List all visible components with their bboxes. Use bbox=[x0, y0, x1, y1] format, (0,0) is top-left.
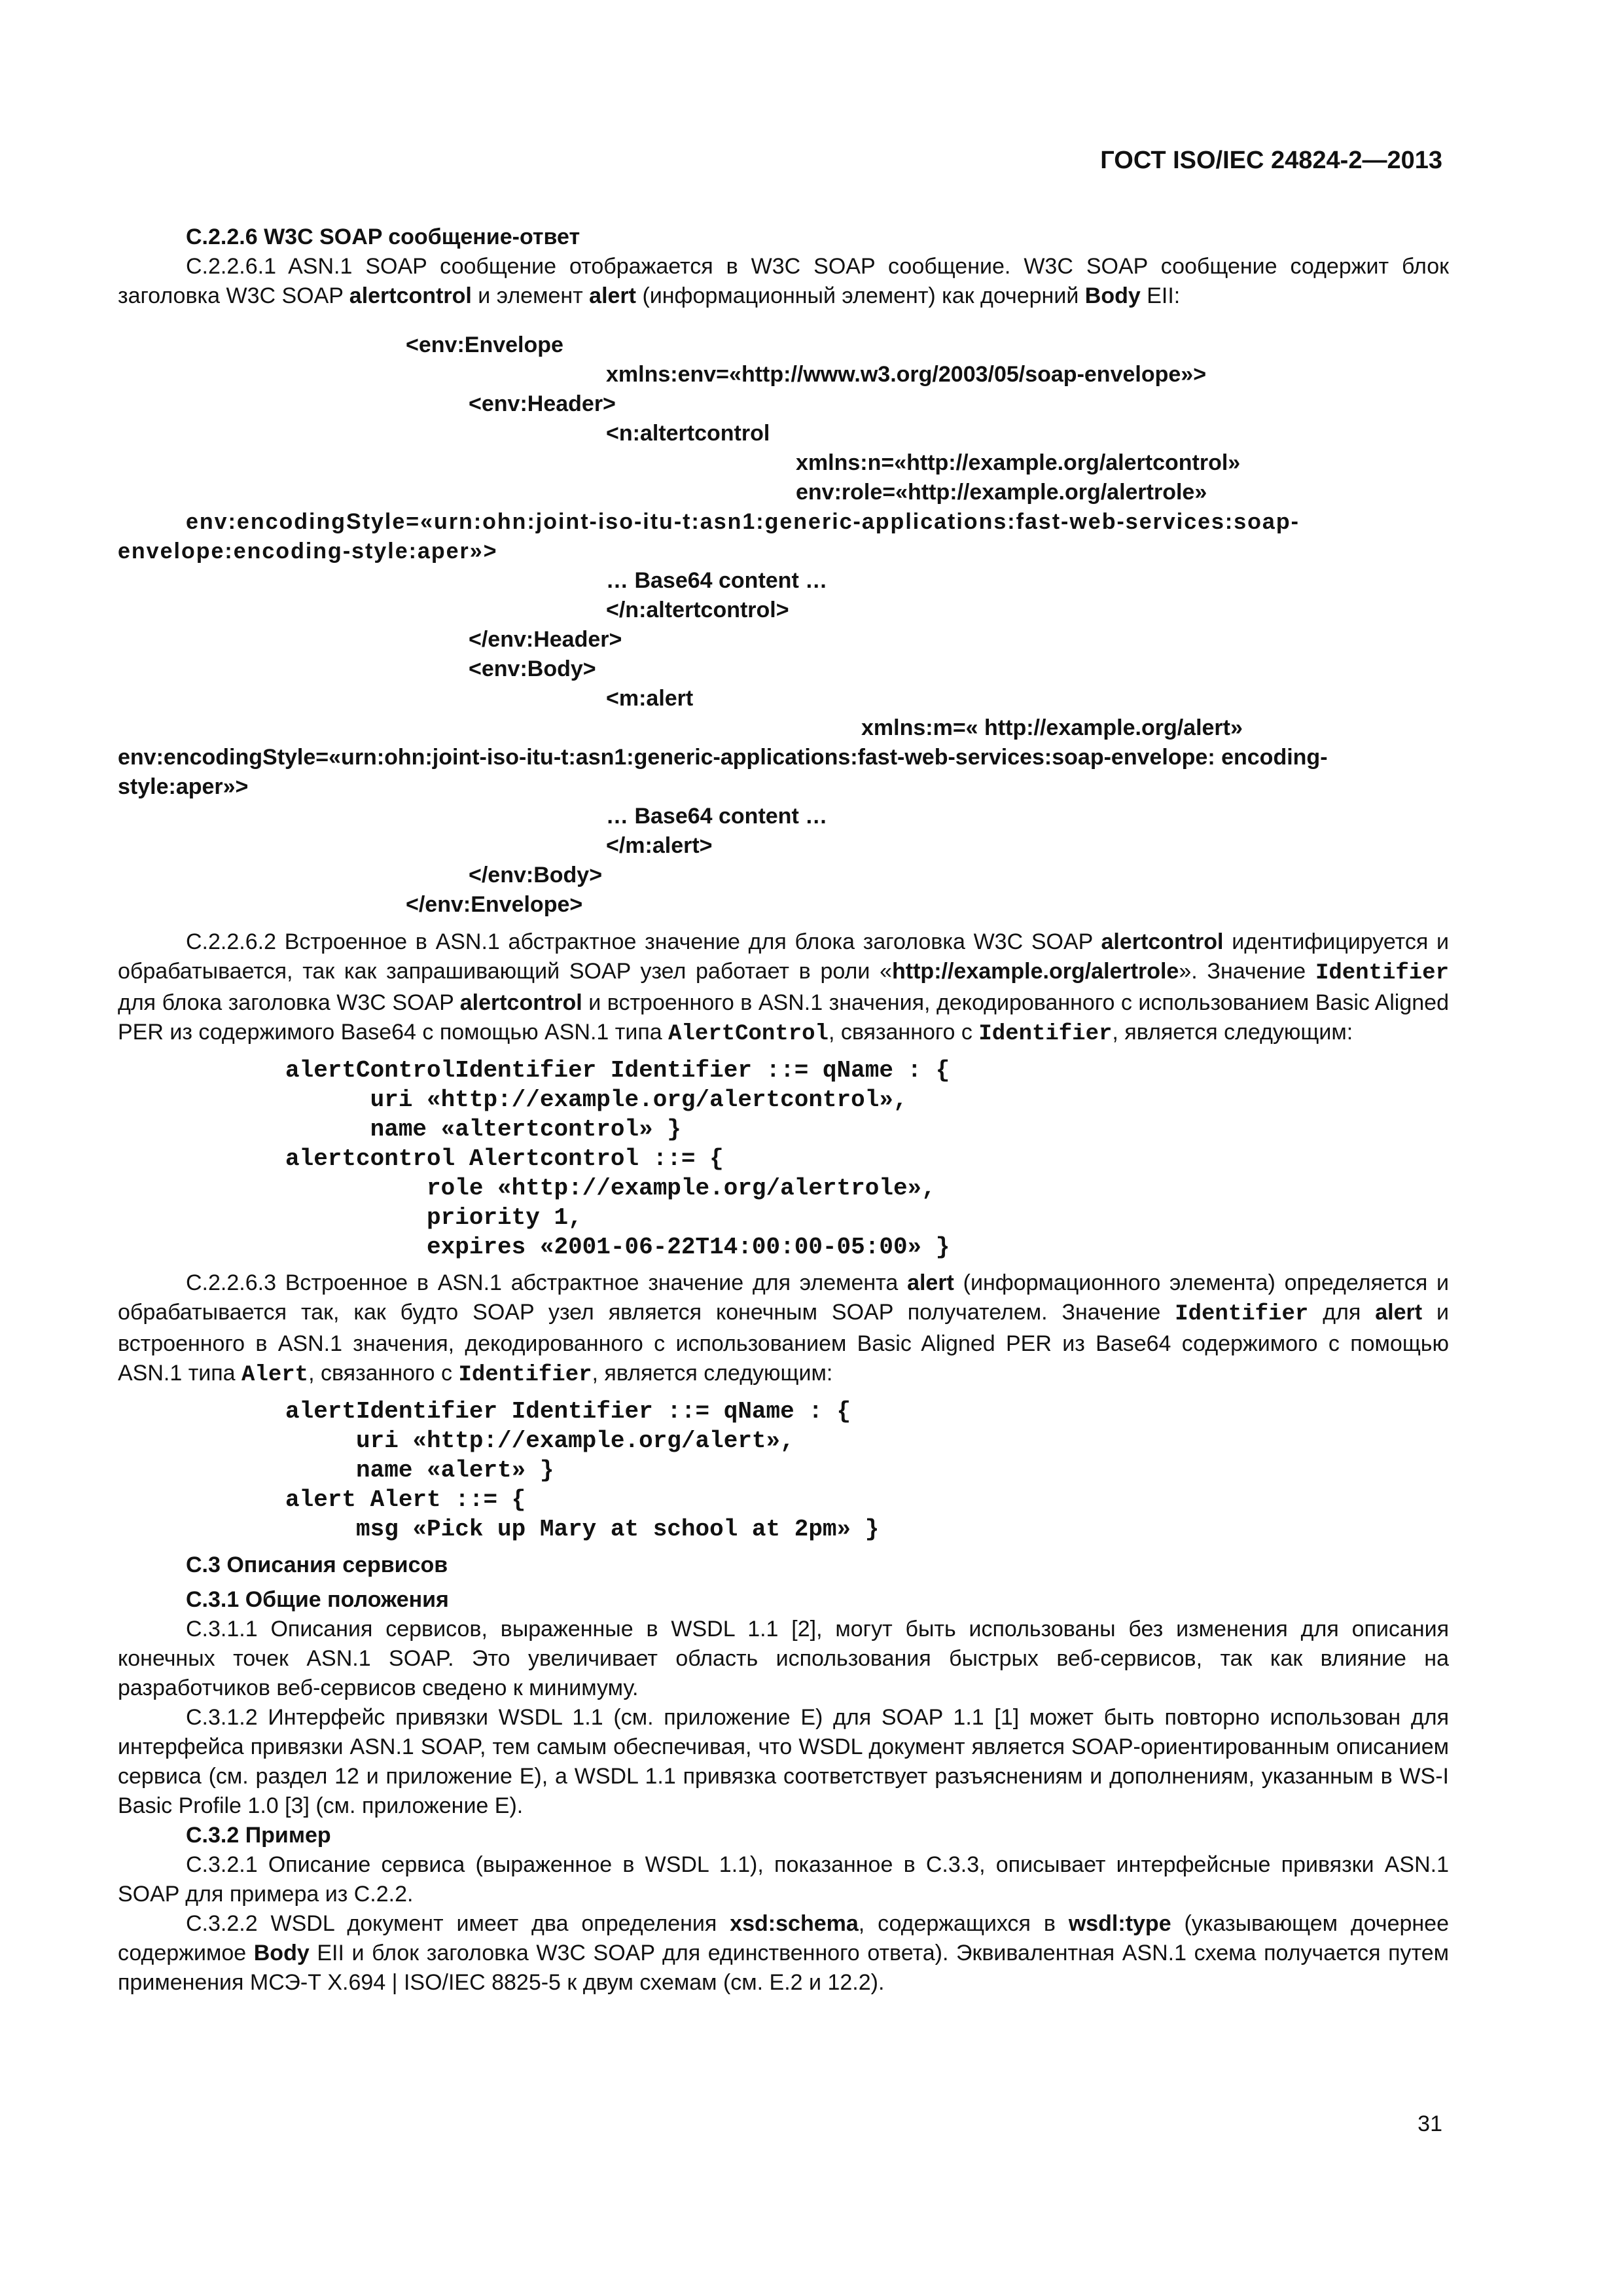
paragraph-c321 bbox=[118, 1850, 1449, 1909]
xml-line: </env:Envelope> bbox=[406, 892, 583, 917]
xml-line: xmlns:m=« http://example.org/alert» bbox=[861, 715, 1243, 740]
bold-term: wsdl:type bbox=[1068, 1911, 1171, 1936]
xml-line: </m:alert> bbox=[606, 833, 713, 858]
text-run: С.3.2.1 Описание сервиса (выраженное в WSDL 1.1), показанное в С.3.3, описывает интерфейсные привязки ASN.1 SOAP для примера из С.2.2. bbox=[118, 1852, 1449, 1907]
text-run: для bbox=[1308, 1300, 1376, 1325]
text-run: C.2.2.6.1 ASN.1 SOAP сообщение отображается в W3C SOAP сообщение. W3C SOAP сообщение содержит блок заголовка W3C SOAP bbox=[118, 254, 1449, 308]
xml-line: env:encodingStyle=«urn:ohn:joint-iso-itu-t:asn1:generic-applications:fast-web-services:soap-envelope: encoding-style:aper»> bbox=[118, 745, 1328, 799]
text-run: идентифицируется и обрабатывается, так как запрашивающий SOAP узел работает в роли « bbox=[118, 929, 1449, 984]
bold-term: xsd:schema bbox=[730, 1911, 859, 1936]
xml-line: xmlns:env=«http://www.w3.org/2003/05/soap-envelope»> bbox=[606, 362, 1207, 387]
paragraph-c312 bbox=[118, 1703, 1449, 1821]
xml-line: xmlns:n=«http://example.org/alertcontrol» bbox=[796, 450, 1241, 475]
text-run: C.2.2.6.3 Встроенное в ASN.1 абстрактное значение для элемента bbox=[186, 1270, 908, 1295]
paragraph-c311 bbox=[118, 1615, 1449, 1703]
text-run: и встроенного в ASN.1 значения, декодированного с использованием Basic Aligned PER из Base64 содержимого с помощью ASN.1 типа bbox=[118, 1300, 1449, 1386]
asn1-value-alertcontrol bbox=[118, 1056, 1449, 1262]
code-line: name «altertcontrol» } bbox=[285, 1116, 681, 1143]
code-term: AlertControl bbox=[668, 1022, 829, 1047]
code-line: uri «http://example.org/alertcontrol», bbox=[285, 1086, 908, 1113]
xml-line: </n:altertcontrol> bbox=[606, 598, 789, 622]
page-number: 31 bbox=[1418, 2111, 1442, 2136]
code-term: Identifier bbox=[1315, 961, 1449, 986]
code-term: Alert bbox=[241, 1363, 309, 1388]
bold-term: alert bbox=[1375, 1300, 1423, 1325]
text-run: (информационный элемент) как дочерний bbox=[636, 283, 1085, 308]
bold-term: Body bbox=[1084, 283, 1141, 308]
text-run: для блока заголовка W3C SOAP bbox=[118, 990, 460, 1015]
code-line: priority 1, bbox=[285, 1204, 582, 1231]
text-run: C.2.2.6.2 Встроенное в ASN.1 абстрактное значение для блока заголовка W3C SOAP bbox=[186, 929, 1101, 954]
text-run: EII: bbox=[1140, 283, 1181, 308]
xml-line: <env:Header> bbox=[469, 391, 616, 416]
text-run: , содержащихся в bbox=[858, 1911, 1069, 1936]
xml-line: </env:Header> bbox=[469, 627, 622, 652]
text-run: , является следующим: bbox=[1112, 1020, 1353, 1045]
code-line: alertcontrol Alertcontrol ::= { bbox=[285, 1145, 724, 1172]
text-run: С.3.1.1 Описания сервисов, выраженные в WSDL 1.1 [2], могут быть использованы без изменения для описания конечных точек ASN.1 SOAP. Это увеличивает область использования быстрых веб-сервисов, так как влияние на разработчиков веб-сервисов сведено к минимуму. bbox=[118, 1617, 1449, 1700]
xml-example-envelope bbox=[118, 331, 1449, 920]
paragraph-c322 bbox=[118, 1909, 1449, 1998]
text-run: (указывающем дочернее содержимое bbox=[118, 1911, 1450, 1965]
paragraph-c2261 bbox=[118, 252, 1449, 311]
section-heading-c226: С.2.2.6 W3C SOAP сообщение-ответ bbox=[186, 224, 580, 249]
code-line: name «alert» } bbox=[285, 1457, 554, 1484]
code-term: Identifier bbox=[978, 1022, 1113, 1047]
bold-term: Body bbox=[253, 1941, 310, 1965]
xml-line: <env:Envelope bbox=[406, 332, 563, 357]
xml-line: env:role=«http://example.org/alertrole» bbox=[796, 480, 1207, 505]
xml-line: … Base64 content … bbox=[606, 804, 828, 829]
code-line: uri «http://example.org/alert», bbox=[285, 1427, 794, 1454]
section-heading-c3: С.3 Описания сервисов bbox=[186, 1552, 448, 1577]
xml-line: env:encodingStyle=«urn:ohn:joint-iso-itu-t:asn1:generic-applications:fast-web-services:soap-envelope:encoding-style:aper»> bbox=[118, 509, 1300, 564]
code-term: Identifier bbox=[1175, 1302, 1309, 1327]
paragraph-c2262 bbox=[118, 927, 1449, 1049]
code-line: msg «Pick up Mary at school at 2pm» } bbox=[285, 1516, 880, 1543]
text-run: , связанного с bbox=[828, 1020, 979, 1045]
code-term: Identifier bbox=[458, 1363, 592, 1388]
xml-line: </env:Body> bbox=[469, 863, 603, 888]
xml-line: … Base64 content … bbox=[606, 568, 828, 593]
bold-term: http://example.org/alertrole bbox=[892, 959, 1179, 984]
page-body bbox=[118, 223, 1449, 1998]
section-heading-c32: С.3.2 Пример bbox=[186, 1823, 331, 1848]
text-run: (информационного элемента) определяется и обрабатывается так, как будто SOAP узел является конечным SOAP получателем. Значение bbox=[118, 1270, 1450, 1325]
xml-line: <m:alert bbox=[606, 686, 694, 711]
paragraph-c2263 bbox=[118, 1268, 1449, 1390]
xml-line: <env:Body> bbox=[469, 656, 596, 681]
text-run: и встроенного в ASN.1 значения, декодированного с использованием Basic Aligned PER из содержимого Base64 с помощью ASN.1 типа bbox=[118, 990, 1449, 1045]
code-line: alertControlIdentifier Identifier ::= qName : { bbox=[285, 1057, 950, 1084]
bold-term: alert bbox=[589, 283, 636, 308]
text-run: , является следующим: bbox=[592, 1361, 833, 1386]
text-run: , связанного с bbox=[308, 1361, 459, 1386]
code-line: role «http://example.org/alertrole», bbox=[285, 1175, 936, 1202]
section-heading-c31: С.3.1 Общие положения bbox=[186, 1587, 449, 1612]
bold-term: alertcontrol bbox=[459, 990, 582, 1015]
text-run: и элемент bbox=[471, 283, 590, 308]
code-line: expires «2001-06-22T14:00:00-05:00» } bbox=[285, 1234, 950, 1261]
bold-term: alert bbox=[907, 1270, 954, 1295]
document-header-standard-number: ГОСТ ISO/IEC 24824-2—2013 bbox=[1100, 147, 1442, 174]
text-run: ». Значение bbox=[1179, 959, 1315, 984]
bold-term: alertcontrol bbox=[1101, 929, 1224, 954]
code-line: alertIdentifier Identifier ::= qName : { bbox=[285, 1398, 851, 1425]
text-run: С.3.1.2 Интерфейс привязки WSDL 1.1 (см. приложение Е) для SOAP 1.1 [1] может быть повторно использован для интерфейса привязки ASN.1 SOAP, тем самым обеспечивая, что WSDL документ является SOAP-ориентированным описанием сервиса (см. раздел 12 и приложение Е), а WSDL 1.1 привязка соответствует разъяснениям и дополнениям, указанным в WS-I Basic Profile 1.0 [3] (см. приложение Е). bbox=[118, 1705, 1449, 1818]
text-run: С.3.2.2 WSDL документ имеет два определения bbox=[186, 1911, 730, 1936]
text-run: EII и блок заголовка W3C SOAP для единственного ответа). Эквивалентная ASN.1 схема получается путем применения МСЭ-Т X.694 | ISO/IEC 8825-5 к двум схемам (см. Е.2 и 12.2). bbox=[118, 1941, 1449, 1995]
xml-line: <n:altertcontrol bbox=[606, 421, 770, 446]
bold-term: alertcontrol bbox=[349, 283, 472, 308]
code-line: alert Alert ::= { bbox=[285, 1486, 526, 1513]
asn1-value-alert bbox=[118, 1397, 1449, 1544]
